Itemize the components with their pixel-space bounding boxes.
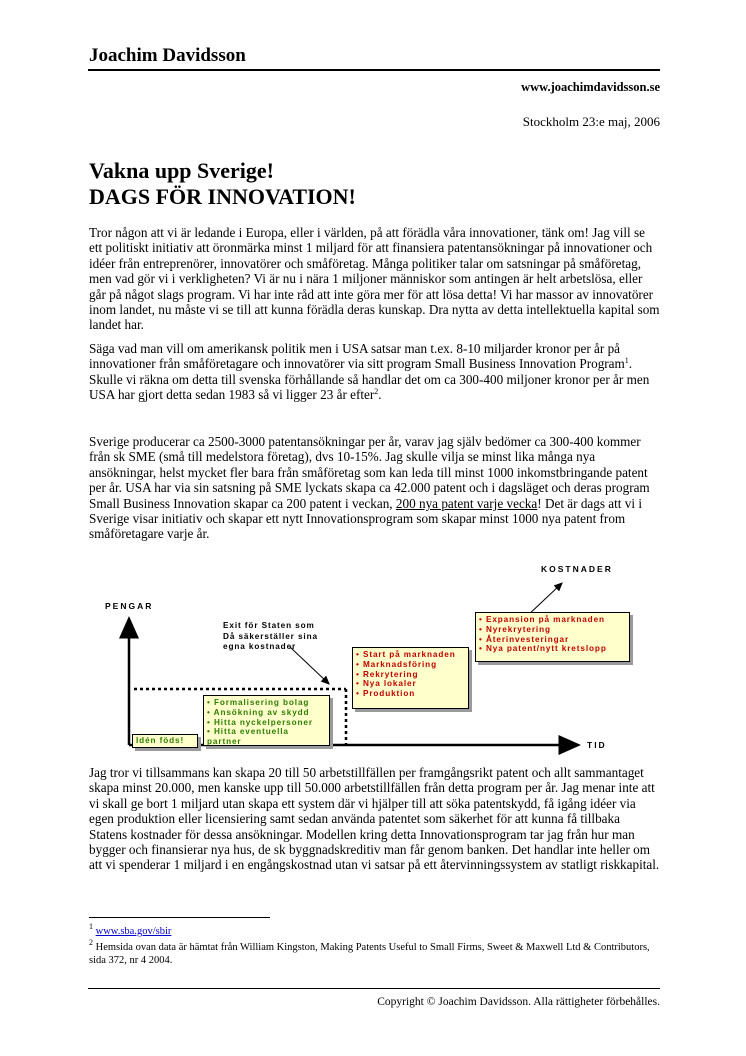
stage-market-item: • Rekrytering — [356, 670, 465, 680]
exit-note-line: egna kostnader — [223, 642, 297, 651]
paragraph-2-text-b: . Skulle vi räkna om detta till svenska förhållande så handlar det om ca 300-400 miljoner kronor per år men USA har gjort detta sedan 1983 så vi ligger 23 år efter — [89, 356, 650, 403]
author-name: Joachim Davidsson — [89, 45, 246, 66]
paragraph-1: Tror någon att vi är ledande i Europa, eller i världen, på att förädla våra innovationer, tänk om! Jag vill se ett politiskt initiativ att öronmärka minst 1 miljard för att finansiera patentansökningar på innovationer och idéer från entreprenörer, innovatörer och småföretag. Många politiker talar om satsningar på småföretag, men vad gör vi i verkligheten? Vi är nu i nära 1 miljoner människor som antingen är helt arbetslösa, eller går på något slags program. Vi har inte råd att inte göra mer för att lösa detta! Vi har massor av innovatörer inom landet, nu måste vi se till att kunna förädla deras kunskap. Dra nytta av detta intellektuella kapital som landet har. — [89, 225, 660, 333]
x-axis-label: TID — [587, 740, 607, 750]
stage-market-start-box — [352, 647, 469, 709]
article-title — [89, 158, 356, 210]
footnote-ref-1: 1 — [624, 356, 629, 366]
cost-label: KOSTNADER — [541, 564, 613, 574]
paragraph-2-text-c: . — [378, 387, 382, 403]
exit-note-line: Då säkerställer sina — [223, 631, 318, 641]
stage-idea-label: Idén föds! — [136, 736, 185, 745]
paragraph-3-text-b: ! Det är dags att vi i Sverige visar initiativ och skapar ett nytt Innovationsprogram som skapar minst 1000 nya patent from småföretagare varje år. — [89, 495, 642, 542]
footnote-1-link[interactable]: www.sba.gov/sbir — [95, 926, 172, 937]
stage-expansion-item: • Nyrekrytering — [479, 625, 626, 635]
stage-expansion-item: • Nya patent/nytt kretslopp — [479, 644, 626, 654]
exit-note-line: Exit för Staten som — [223, 621, 315, 630]
title-line-2: DAGS FÖR INNOVATION! — [89, 184, 356, 209]
stage-market-item: • Produktion — [356, 689, 465, 699]
stage-expansion-item: • Expansion på marknaden — [479, 615, 626, 625]
stage-formation-box — [203, 695, 330, 746]
stage-market-item: • Nya lokaler — [356, 679, 465, 689]
paragraph-3-underlined: 200 nya patent varje vecka — [395, 495, 538, 511]
stage-market-item: • Start på marknaden — [356, 650, 465, 660]
stage-expansion-box — [475, 612, 630, 662]
paragraph-4: Jag tror vi tillsammans kan skapa 20 till 50 arbetstillfällen per framgångsrikt patent och allt sammantaget skapa minst 20.000, men kanske upp till 50.000 arbetstillfällen från detta program per år. Jag menar inte att vi skall ge bort 1 miljard utan skapa ett system där vi hjälper till att söka patentskydd, få igång idéer via egen produktion eller licensiering samt sedan använda patentet som säkerhet för att kunna få tillbaka Statens kostnader för dessa ansökningar. Modellen kring detta Innovationsprogram tar jag från hur man bygger och finansierar nya hus, de sk byggnadskreditiv man får genom banken. Det handlar inte heller om att vi spenderar 1 miljard i en engångskostnad utan vi satsar på ett återvinningssystem av statligt riskkapital. — [89, 765, 660, 873]
stage-formation-item: • Formalisering bolag — [207, 698, 326, 708]
stage-formation-item: • Ansökning av skydd — [207, 708, 326, 718]
footnote-2-text: Hemsida ovan data är hämtat från William Kingston, Making Patents Useful to Small Firms, Sweet & Maxwell Ltd & Contributors, sida 372, nr 4 2004. — [89, 942, 650, 966]
footnote-2-number: 2 — [89, 938, 93, 947]
stage-idea-box — [132, 734, 198, 748]
footnote-2 — [89, 938, 661, 967]
paragraph-3 — [89, 434, 661, 542]
stage-formation-item: • Hitta eventuella partner — [207, 727, 326, 747]
copyright-notice: Copyright © Joachim Davidsson. Alla rättigheter förbehålles. — [377, 996, 660, 1008]
footnote-rule — [89, 917, 270, 918]
footnote-1 — [89, 922, 661, 938]
title-line-1: Vakna upp Sverige! — [89, 158, 275, 183]
dateline: Stockholm 23:e maj, 2006 — [522, 114, 660, 129]
stage-market-item: • Marknadsföring — [356, 660, 465, 670]
y-axis-label: PENGAR — [105, 601, 154, 611]
paragraph-2 — [89, 341, 661, 403]
footnote-1-number: 1 — [89, 922, 93, 931]
footnote-ref-2: 2 — [374, 387, 379, 397]
paragraph-3-text-a: Sverige producerar ca 2500-3000 patentansökningar per år, varav jag själv bedömer ca 300-400 kommer från sk SME (små till medelstora företag), dvs 10-15%. Jag skulle vilja se minst lika många nya ansökningar, helst mycket fler bara från småföretag som kan leda till minst 1000 inkomstbringande patent per år. USA har via sin satsning på SME lyckats skapa ca 42.000 patent och i dagsläget och deras program Small Business Innovation skapar ca 200 patent i veckan, — [89, 434, 650, 511]
stage-formation-item: • Hitta nyckelpersoner — [207, 718, 326, 728]
footer-rule — [88, 988, 660, 989]
exit-note — [223, 621, 318, 653]
website-url: www.joachimdavidsson.se — [521, 80, 660, 94]
innovation-diagram — [89, 560, 629, 760]
header-rule — [88, 69, 660, 71]
paragraph-2-text-a: Säga vad man vill om amerikansk politik men i USA satsar man t.ex. 8-10 miljarder kronor per år på innovationer från småföretagare och innovatörer via sitt program Small Business Innovation Program — [89, 341, 625, 372]
stage-expansion-item: • Återinvesteringar — [479, 635, 626, 645]
